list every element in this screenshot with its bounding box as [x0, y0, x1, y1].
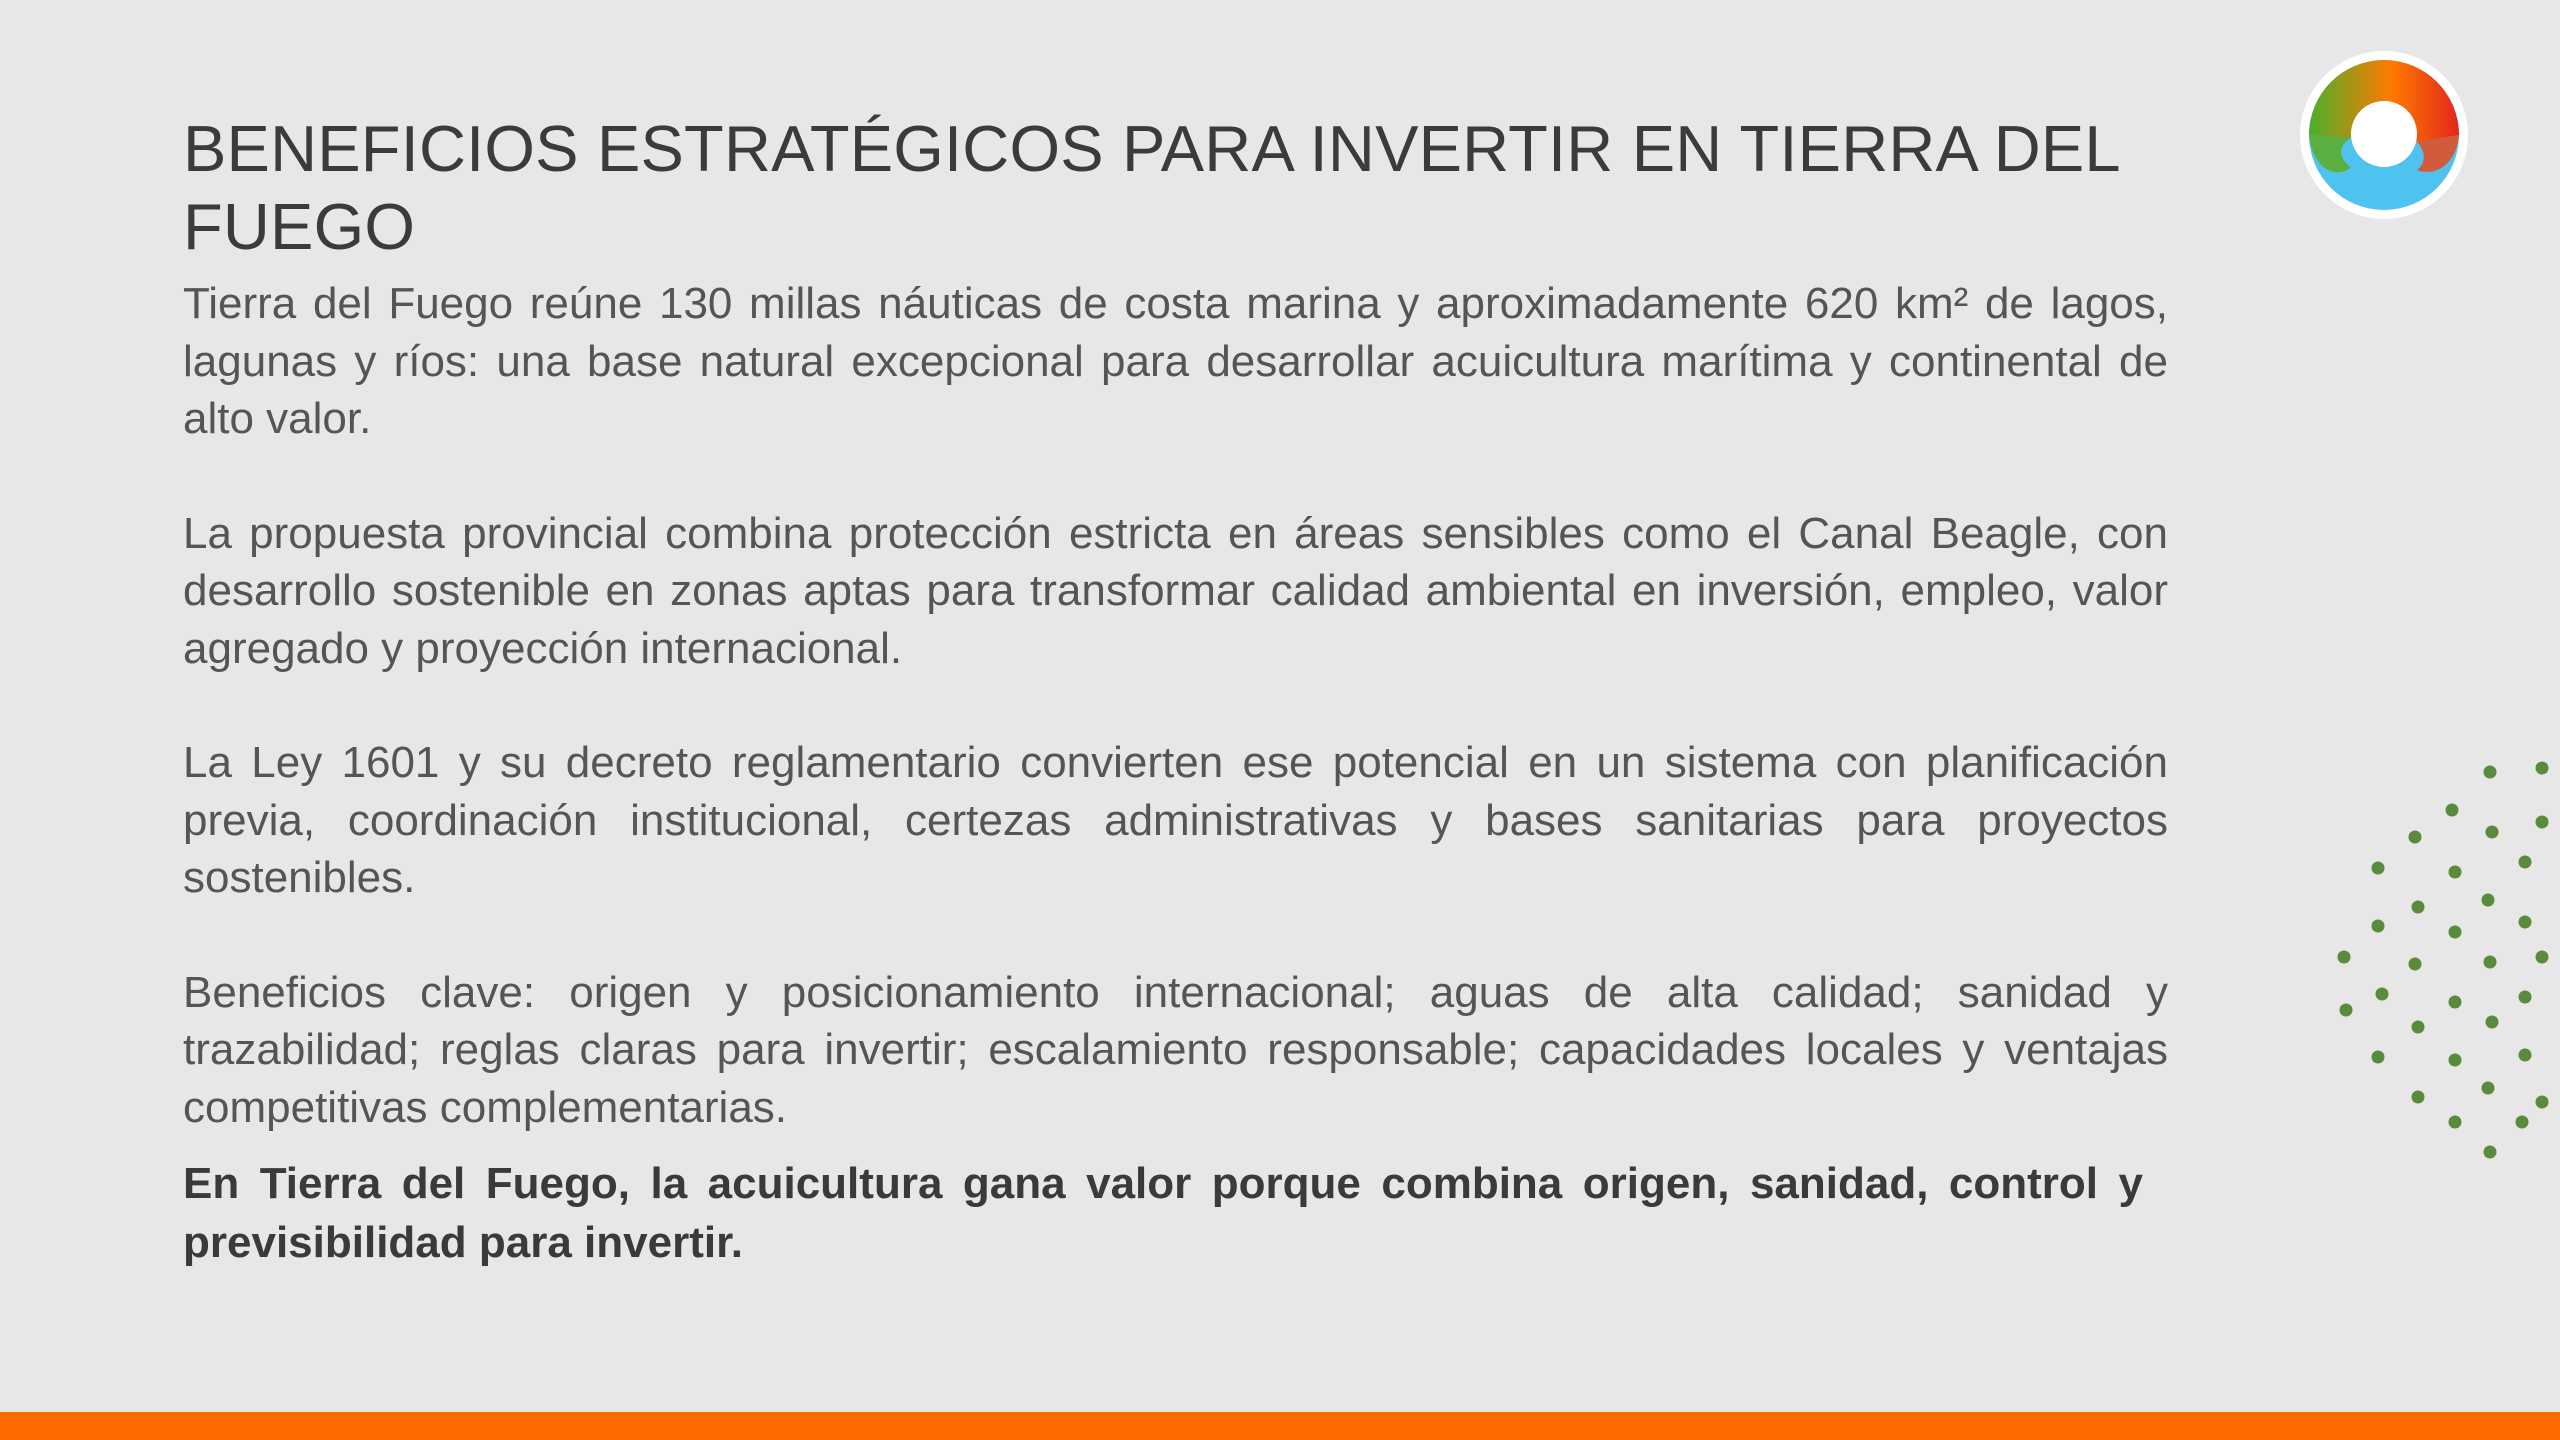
paragraph-coast: Tierra del Fuego reúne 130 millas náuticas de costa marina y aproximadamente 620 km² de lagos, lagunas y ríos: una base natural excepcional para desarrollar acuicultura marítima y continental de alto valor. [183, 279, 2168, 443]
paragraph-proposal: La propuesta provincial combina protección estricta en áreas sensibles como el Canal Beagle, con desarrollo sostenible en zonas aptas para transformar calidad ambiental en inversión, empleo, valor agregado y proyección internacional. [183, 508, 2168, 673]
circular-logo-icon [2299, 50, 2469, 220]
dot-pattern-icon [2320, 750, 2560, 1170]
paragraph-benefits: Beneficios clave: origen y posicionamiento internacional; aguas de alta calidad; sanidad y trazabilidad; reglas claras para invertir; escalamiento responsable; capacidades locales y ventajas competitivas complementarias. [183, 967, 2168, 1132]
paragraph-law: La Ley 1601 y su decreto reglamentario convierten ese potencial en un sistema con planificación previa, coordinación institucional, certezas administrativas y bases sanitarias para proyectos sostenibles. [183, 738, 2168, 902]
closing-statement: En Tierra del Fuego, la acuicultura gana valor porque combina origen, sanidad, control y previsibilidad para invertir. [183, 1159, 2143, 1267]
slide-body [183, 275, 2168, 1272]
slide-title: BENEFICIOS ESTRATÉGICOS PARA INVERTIR EN TIERRA DEL FUEGO [183, 112, 2119, 263]
bottom-accent-bar [0, 1412, 2560, 1440]
